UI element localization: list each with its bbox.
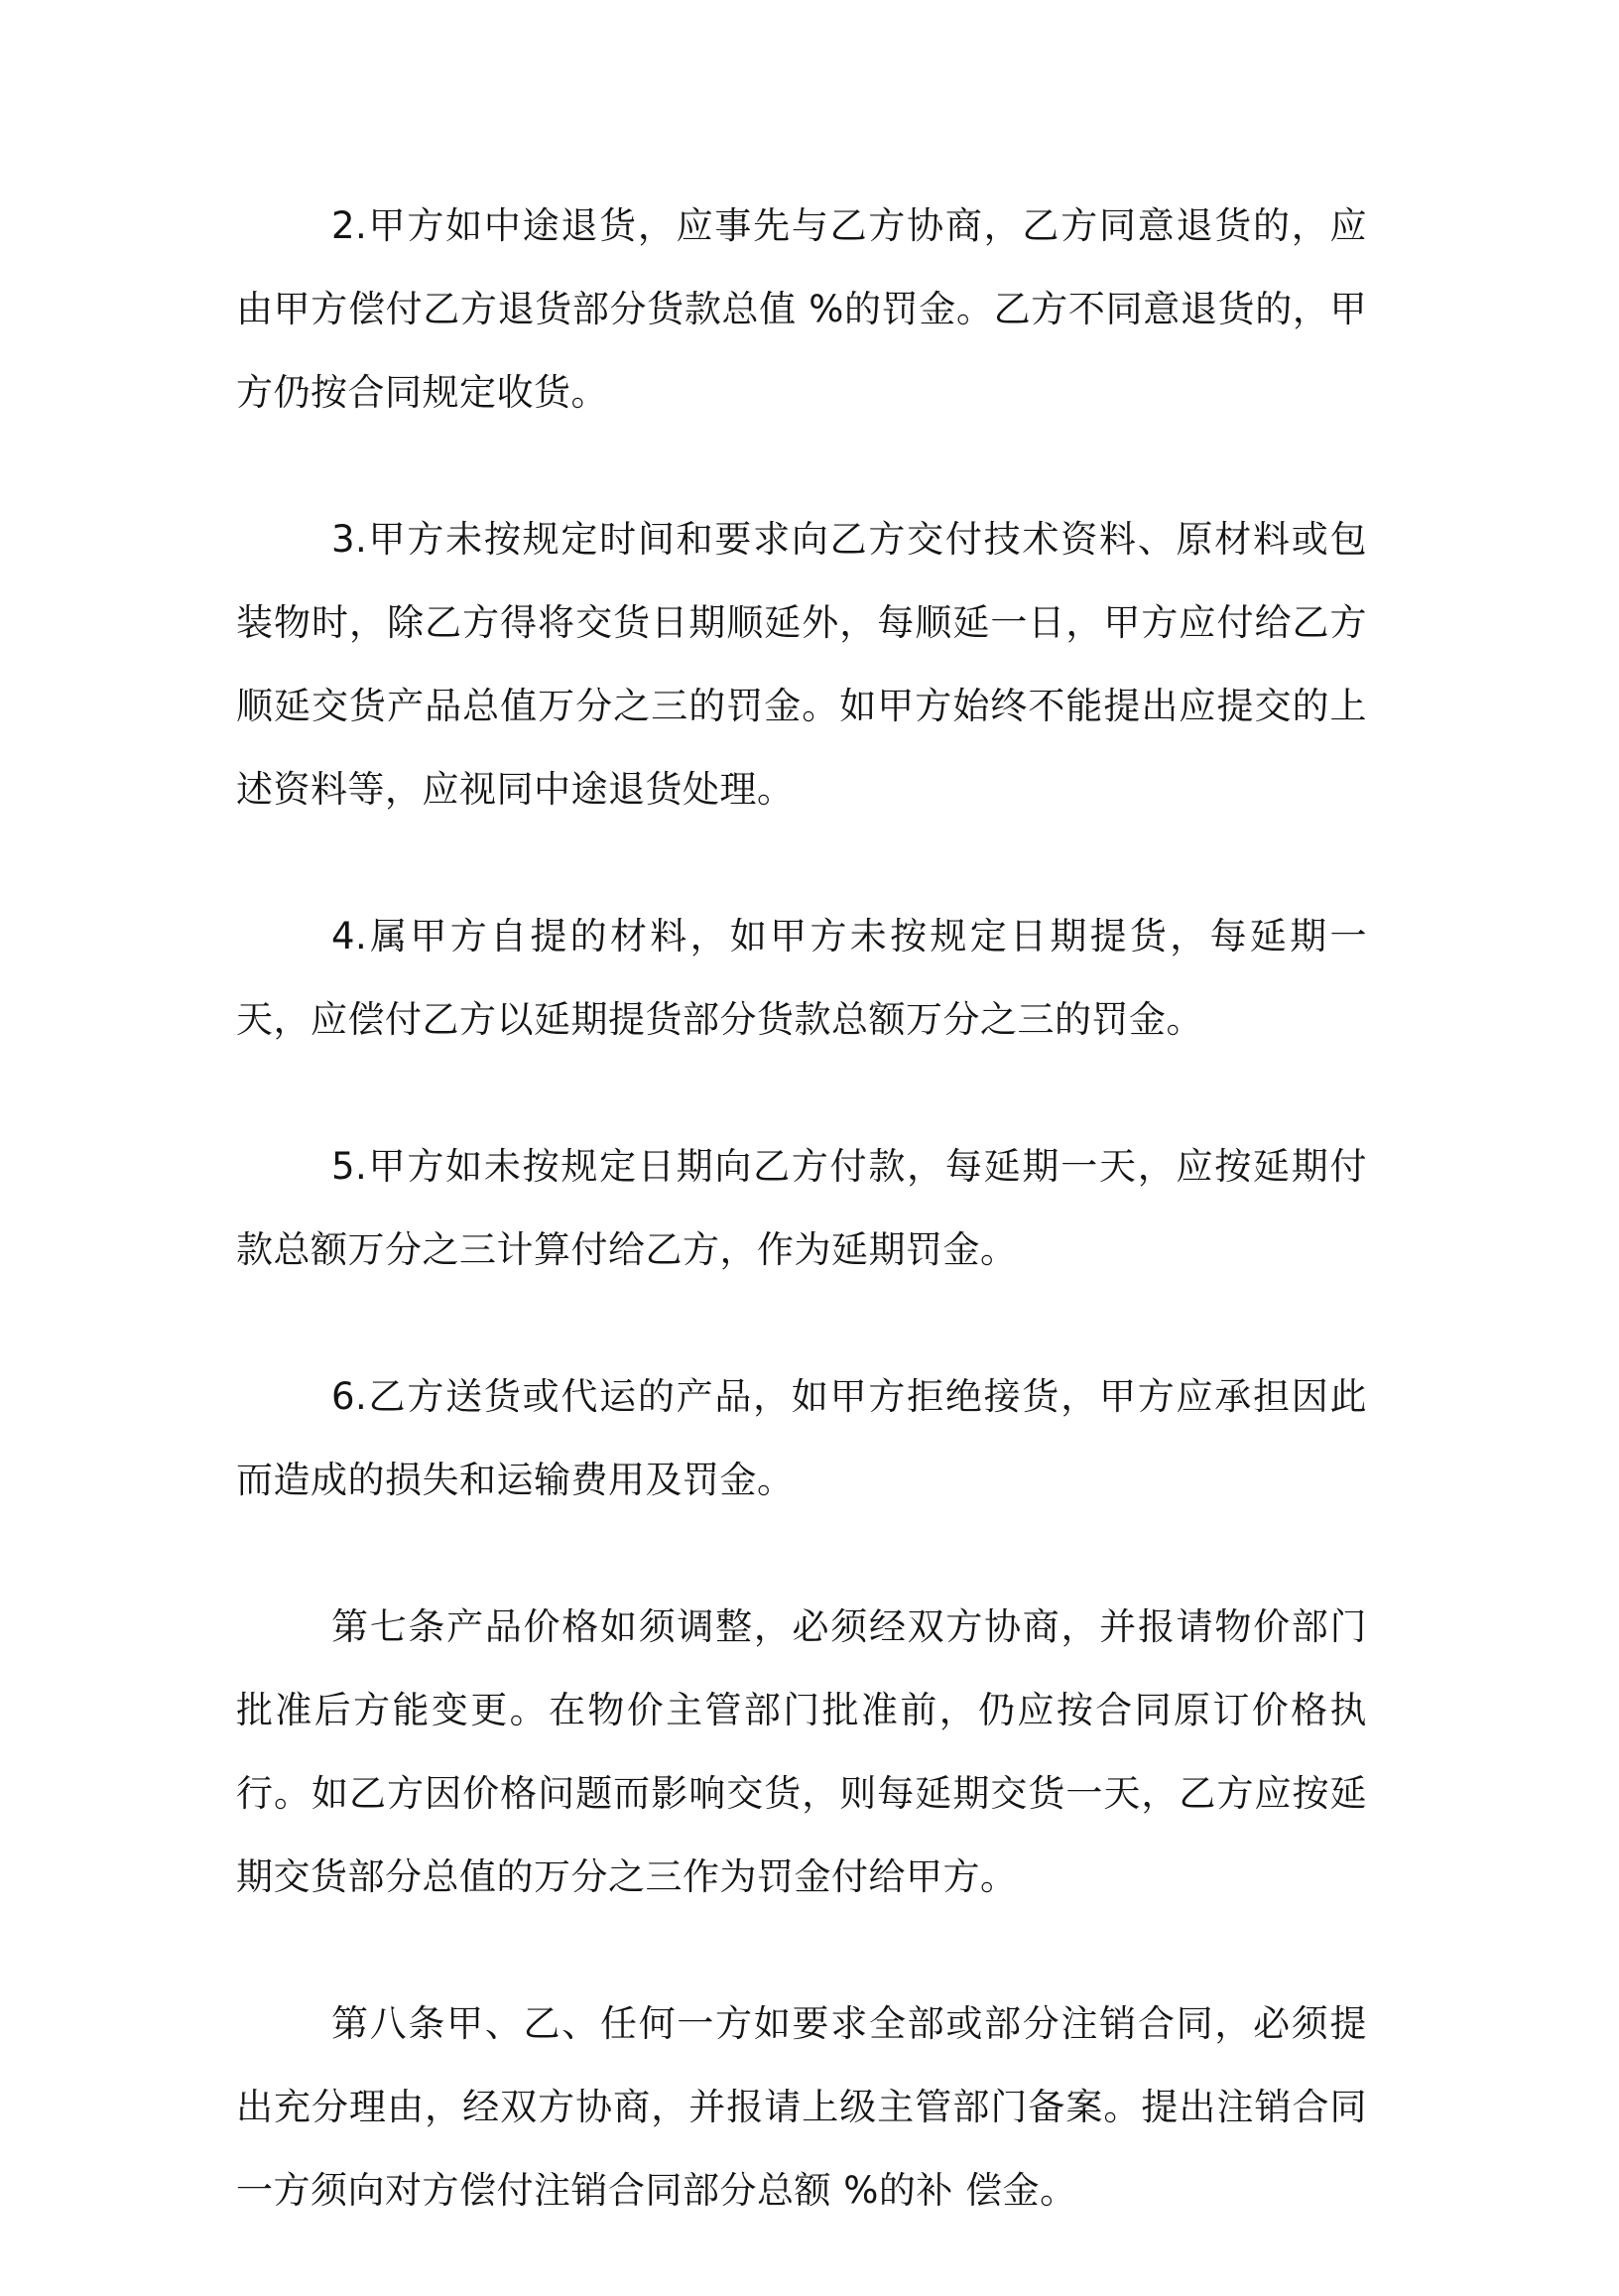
clause-3-paragraph: 3.甲方未按规定时间和要求向乙方交付技术资料、原材料或包装物时，除乙方得将交货日期顺延外，每顺延一日，甲方应付给乙方顺延交货产品总值万分之三的罚金。如甲方始终不能提出应提交的上述资料等，应视同中途退货处理。 bbox=[236, 518, 1367, 811]
clause-2-paragraph: 2.甲方如中途退货，应事先与乙方协商，乙方同意退货的，应由甲方偿付乙方退货部分货款总值 %的罚金。乙方不同意退货的，甲方仍按合同规定收货。 bbox=[236, 204, 1367, 414]
clause-4-paragraph: 4.属甲方自提的材料，如甲方未按规定日期提货，每延期一天，应偿付乙方以延期提货部分货款总额万分之三的罚金。 bbox=[236, 915, 1367, 1041]
document-page bbox=[236, 185, 1367, 2296]
clause-5-paragraph: 5.甲方如未按规定日期向乙方付款，每延期一天，应按延期付款总额万分之三计算付给乙方，作为延期罚金。 bbox=[236, 1145, 1367, 1271]
article-8-paragraph: 第八条甲、乙、任何一方如要求全部或部分注销合同，必须提出充分理由，经双方协商，并报请上级主管部门备案。提出注销合同一方须向对方偿付注销合同部分总额 %的补 偿金。 bbox=[236, 2002, 1367, 2212]
article-7-paragraph: 第七条产品价格如须调整，必须经双方协商，并报请物价部门批准后方能变更。在物价主管部门批准前，仍应按合同原订价格执行。如乙方因价格问题而影响交货，则每延期交货一天，乙方应按延期交货部分总值的万分之三作为罚金付给甲方。 bbox=[236, 1605, 1367, 1898]
clause-6-paragraph: 6.乙方送货或代运的产品，如甲方拒绝接货，甲方应承担因此而造成的损失和运输费用及罚金。 bbox=[236, 1375, 1367, 1501]
